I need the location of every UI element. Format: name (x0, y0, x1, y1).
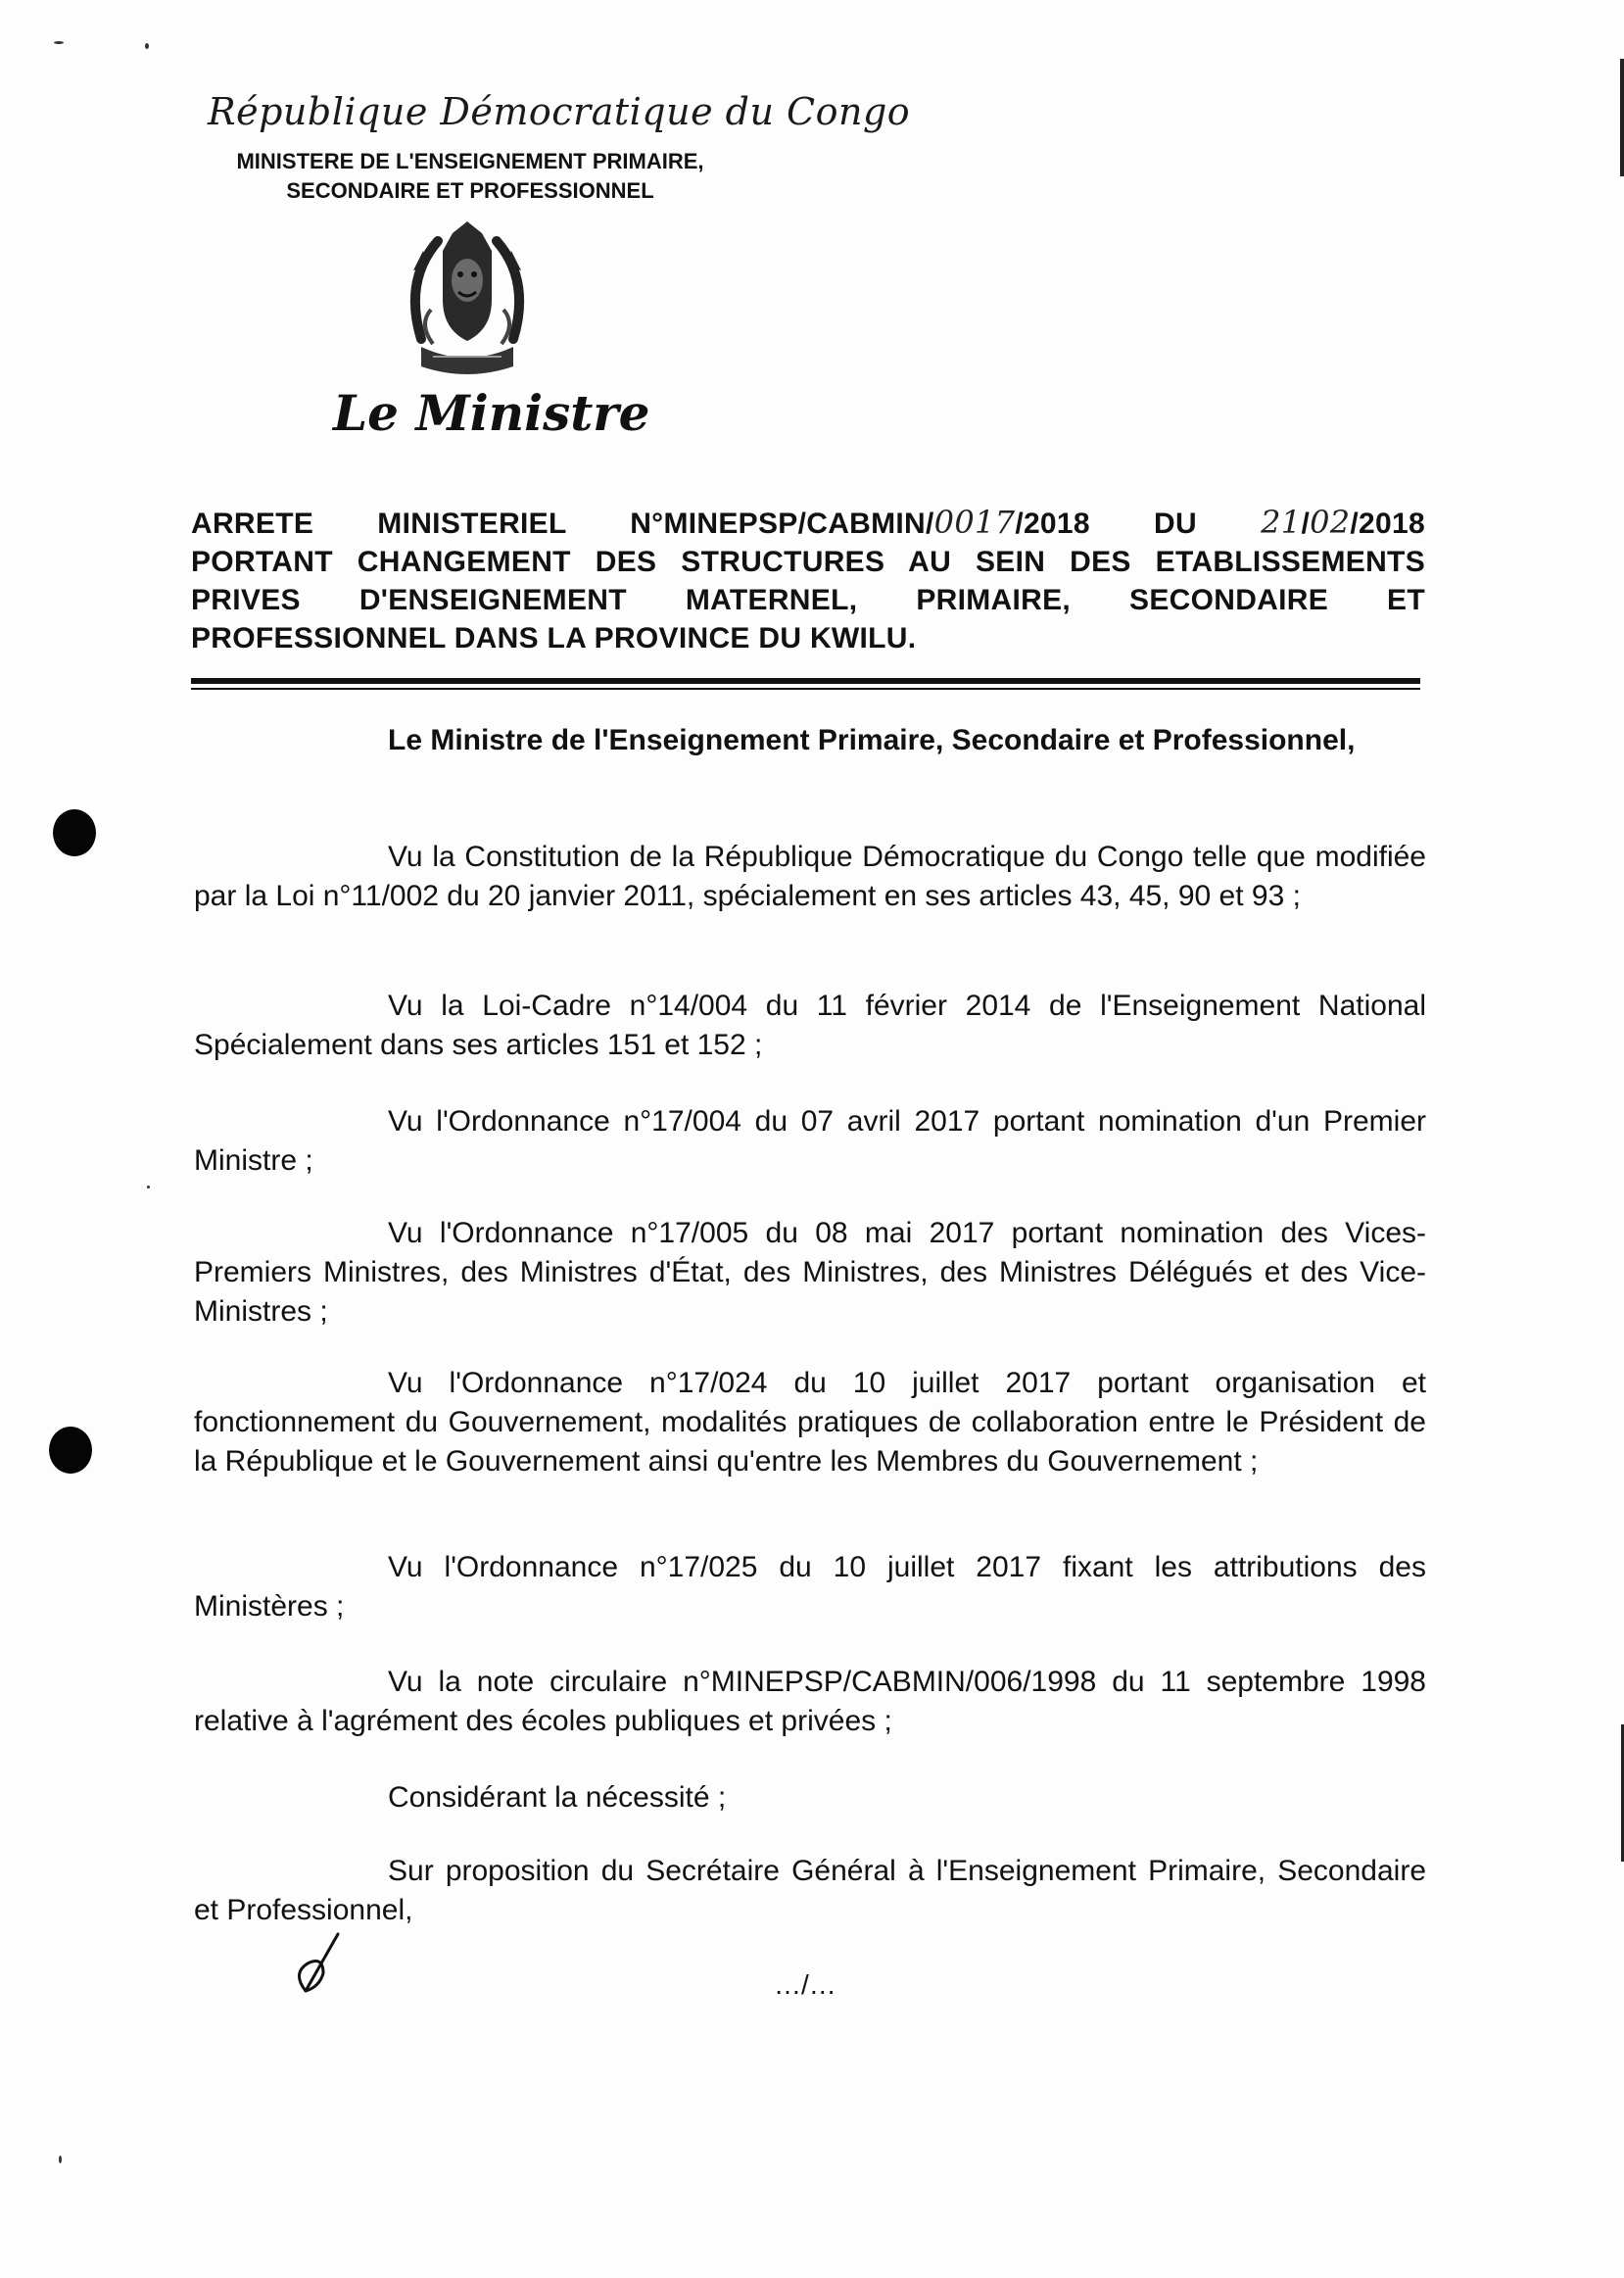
opening-text: Le Ministre de l'Enseignement Primaire, Secondaire et Professionnel, (388, 724, 1356, 756)
ministry-name (196, 147, 744, 206)
title-rule-thin (191, 688, 1420, 690)
date-separator: / (1301, 508, 1311, 540)
paragraph-text: Vu l'Ordonnance n°17/025 du 10 juillet 2017 fixant les attributions des Ministères ; (194, 1551, 1426, 1623)
scan-edge (1620, 59, 1624, 176)
ministry-line-2: SECONDAIRE ET PROFESSIONNEL (286, 178, 654, 203)
paragraph-text: Vu l'Ordonnance n°17/024 du 10 juillet 2017 portant organisation et fonctionnement du Gouvernement, modalités pratiques de collaboration entre le Président de la République et le Gouvernement ainsi qu'entre les Membres du Gouvernement ; (194, 1367, 1426, 1478)
decree-title (191, 504, 1425, 657)
opening-paragraph (194, 721, 1426, 760)
decree-date-year: /2018 (1350, 508, 1425, 540)
paragraph-proposition (194, 1852, 1426, 1930)
minister-title: Le Ministre (333, 384, 650, 442)
decree-number-prefix: ARRETE MINISTERIEL N°MINEPSP/CABMIN/ (191, 508, 934, 540)
paragraph-loi-cadre (194, 987, 1426, 1065)
ministry-line-1: MINISTERE DE L'ENSEIGNEMENT PRIMAIRE, (236, 149, 704, 173)
paragraph-text: Vu la note circulaire n°MINEPSP/CABMIN/006/1998 du 11 septembre 1998 relative à l'agrément des écoles publiques et privées ; (194, 1666, 1426, 1737)
paragraph-constitution (194, 838, 1426, 916)
handwritten-day: 21 (1261, 504, 1302, 541)
handwritten-initial-icon (284, 1930, 362, 1999)
punch-hole (49, 1427, 92, 1474)
paragraph-text: Sur proposition du Secrétaire Général à l'Enseignement Primaire, Secondaire et Professionnel, (194, 1855, 1426, 1926)
scan-speck (54, 41, 64, 44)
paragraph-text: Vu la Constitution de la République Démocratique du Congo telle que modifiée par la Loi n°11/002 du 20 janvier 2011, spécialement en ses articles 43, 45, 90 et 93 ; (194, 841, 1426, 912)
decree-title-line-4: PROFESSIONNEL DANS LA PROVINCE DU KWILU. (191, 622, 917, 654)
scan-speck (59, 2156, 62, 2163)
handwritten-decree-number: 0017 (933, 504, 1016, 541)
coat-of-arms-emblem-icon (384, 212, 550, 380)
paragraph-text: Vu la Loi-Cadre n°14/004 du 11 février 2014 de l'Enseignement National Spécialement dans ses articles 151 et 152 ; (194, 990, 1426, 1061)
scan-speck (145, 43, 149, 49)
decree-title-line-3: PRIVES D'ENSEIGNEMENT MATERNEL, PRIMAIRE, SECONDAIRE ET (191, 584, 1425, 616)
republic-name: République Démocratique du Congo (208, 90, 911, 133)
paragraph-ordonnance-17-005 (194, 1214, 1426, 1332)
scan-speck (147, 1186, 150, 1188)
paragraph-ordonnance-17-004 (194, 1102, 1426, 1181)
paragraph-ordonnance-17-024 (194, 1364, 1426, 1481)
title-rule-thick (191, 678, 1420, 684)
punch-hole (53, 809, 96, 856)
continued-marker: …/… (774, 1969, 836, 2000)
paragraph-text: Considérant la nécessité ; (388, 1781, 727, 1814)
paragraph-note-circulaire (194, 1663, 1426, 1741)
paragraph-ordonnance-17-025 (194, 1548, 1426, 1626)
paragraph-considerant (194, 1778, 1426, 1818)
decree-title-line-1 (191, 504, 1425, 543)
handwritten-month: 02 (1310, 504, 1351, 541)
decree-year-du: /2018 DU (1015, 508, 1262, 540)
paragraph-text: Vu l'Ordonnance n°17/004 du 07 avril 2017 portant nomination d'un Premier Ministre ; (194, 1105, 1426, 1177)
paragraph-text: Vu l'Ordonnance n°17/005 du 08 mai 2017 portant nomination des Vices-Premiers Ministres, des Ministres d'État, des Ministres, des Ministres Délégués et des Vice-Ministres ; (194, 1217, 1426, 1328)
decree-title-line-2: PORTANT CHANGEMENT DES STRUCTURES AU SEIN DES ETABLISSEMENTS (191, 546, 1425, 578)
